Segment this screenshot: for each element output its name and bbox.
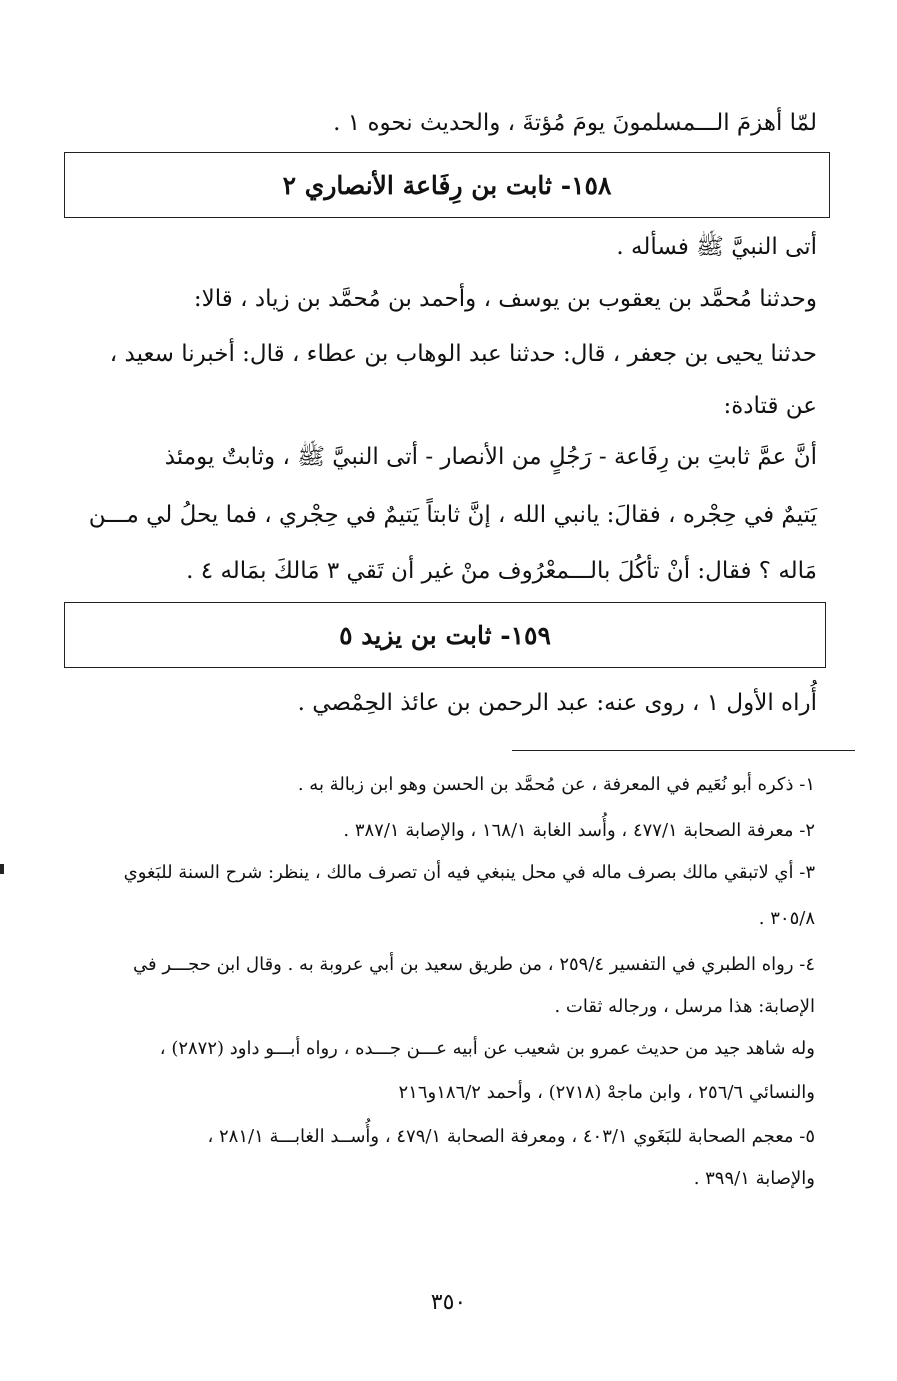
footnote-line: والإصابة ٣٩٩/١ .	[693, 1168, 815, 1189]
footnote-line: وله شاهد جيد من حديث عمرو بن شعيب عن أبيه عـــن جـــده ، رواه أبـــو داود (٢٨٧٢) ،	[159, 1038, 815, 1059]
footnote-line: ٣٠٥/٨ .	[758, 908, 815, 929]
text-line: عن قتادة:	[723, 393, 817, 419]
text-line: وحدثنا مُحمَّد بن يعقوب بن يوسف ، وأحمد بن مُحمَّد بن زياد ، قالا:	[193, 286, 817, 312]
margin-mark	[0, 864, 4, 874]
heading-text: ١٥٩- ثابت بن يزيد ٥	[339, 620, 551, 650]
text-line: أُراه الأول ١ ، روى عنه: عبد الرحمن بن عائذ الحِمْصي .	[297, 690, 817, 716]
text-line: يَتيمٌ في حِجْره ، فقالَ: يانبي الله ، إنَّ ثابتاً يَتيمٌ في حِجْري ، فما يحلُ لي مـــن	[88, 502, 817, 528]
page-number: ٣٥٠	[430, 1290, 467, 1315]
footnote-line: ٢- معرفة الصحابة ٤٧٧/١ ، وأُسد الغابة ١٦٨/١ ، والإصابة ٣٨٧/١ .	[343, 820, 815, 841]
footnote-line: ١- ذكره أبو نُعَيم في المعرفة ، عن مُحمَّد بن الحسن وهو ابن زبالة به .	[297, 774, 815, 795]
footnote-line: ٥- معجم الصحابة للبَغَوي ٤٠٣/١ ، ومعرفة الصحابة ٤٧٩/١ ، وأُســد الغابـــة ٢٨١/١ ،	[207, 1126, 815, 1147]
heading-text: ١٥٨- ثابت بن رِفَاعة الأنصاري ٢	[282, 170, 612, 200]
text-line: حدثنا يحيى بن جعفر ، قال: حدثنا عبد الوهاب بن عطاء ، قال: أخبرنا سعيد ،	[109, 341, 817, 367]
text-line: أتى النبيَّ ﷺ فسأله .	[616, 234, 817, 260]
text-line: مَاله ؟ فقال: أنْ تأكُلَ بالـــمعْرُوف منْ غير أن تَقي ٣ مَالكَ بمَاله ٤ .	[186, 558, 817, 584]
footnote-line: والنسائي ٢٥٦/٦ ، وابن ماجهْ (٢٧١٨) ، وأحمد ١٨٦/٢و٢١٦	[398, 1082, 815, 1103]
footnote-line: ٣- أي لاتبقي مالك بصرف ماله في محل ينبغي فيه أن تصرف مالك ، ينظر: شرح السنة للبَغوي	[123, 862, 815, 883]
text-line: أنَّ عمَّ ثابتِ بن رِفَاعة - رَجُلٍ من الأنصار - أتى النبيَّ ﷺ ، وثابتٌ يومئذ	[164, 444, 817, 470]
footnote-line: ٤- رواه الطبري في التفسير ٢٥٩/٤ ، من طريق سعيد بن أبي عروبة به . وقال ابن حجـــر في	[133, 954, 815, 975]
section-heading-158	[64, 152, 830, 218]
footnote-line: الإصابة: هذا مرسل ، ورجاله ثقات .	[554, 996, 815, 1017]
section-heading-159	[64, 602, 826, 668]
footnote-divider	[512, 750, 855, 751]
text-line: لمّا أهزمَ الـــمسلمونَ يومَ مُؤتةَ ، والحديث نحوه ١ .	[333, 110, 817, 136]
